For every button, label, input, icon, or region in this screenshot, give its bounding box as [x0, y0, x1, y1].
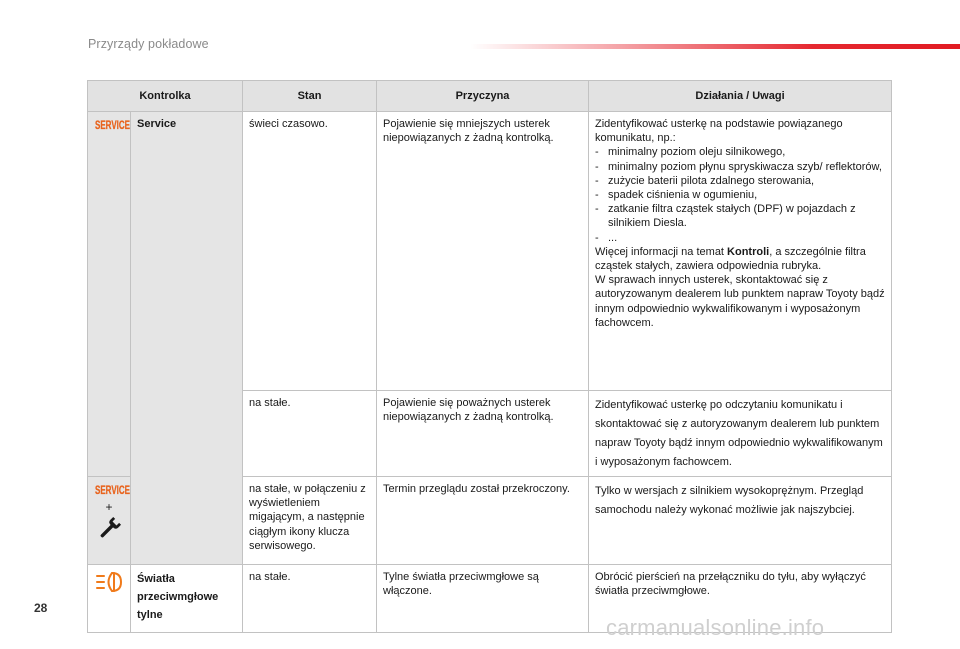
wrench-icon — [96, 516, 122, 542]
fog-action: Obrócić pierścień na przełączniku do tyłu, aby wyłączyć światła przeciwmgłowe. — [589, 565, 892, 633]
fog-state: na stałe. — [243, 565, 377, 633]
service-icon-cell — [88, 112, 131, 477]
service-icon — [94, 482, 131, 497]
fog-icon-cell — [88, 565, 131, 633]
service-icon — [94, 117, 131, 132]
list-item: - minimalny poziom oleju silnikowego, — [595, 145, 885, 159]
plus-sign: + — [105, 500, 113, 514]
header-accent-stripe — [470, 44, 960, 49]
service-action-minor — [589, 112, 892, 391]
service-action-overdue: Tylko w wersjach z silnikiem wysokoprężnym. Przegląd samochodu należy wykonać możliwie jak najszybciej. — [589, 477, 892, 565]
list-item: - spadek ciśnienia w ogumieniu, — [595, 188, 885, 202]
service-state-temporary: świeci czasowo. — [243, 112, 377, 391]
page-number: 28 — [34, 601, 48, 615]
column-header-stan: Stan — [243, 81, 377, 112]
service-cause-overdue: Termin przeglądu został przekroczony. — [377, 477, 589, 565]
more-info-text — [595, 245, 885, 273]
rear-fog-light-icon — [94, 570, 124, 596]
action-intro: Zidentyfikować usterkę na podstawie powiązanego komunikatu, np.: — [595, 118, 843, 145]
service-cause-minor: Pojawienie się mniejszych usterek niepowiązanych z żadną kontrolką. — [377, 112, 589, 391]
more-info-bold: Kontroli — [727, 245, 770, 258]
service-cause-serious: Pojawienie się poważnych usterek niepowiązanych z żadną kontrolką. — [377, 391, 589, 477]
service-action-serious: Zidentyfikować usterkę po odczytaniu komunikatu i skontaktować się z autoryzowanym dealerem lub punktem napraw Toyoty bądź innym odpowiednio wykwalifikowanym i wyposażonym fachowcem. — [589, 391, 892, 477]
watermark: carmanualsonline.info — [606, 615, 825, 640]
page-section-title: Przyrządy pokładowe — [88, 37, 209, 51]
column-header-kontrolka: Kontrolka — [88, 81, 243, 112]
svg-text:SERVICE: SERVICE — [95, 118, 130, 132]
list-item: - zużycie baterii pilota zdalnego sterowania, — [595, 174, 885, 188]
contact-dealer-text: W sprawach innych usterek, skontaktować się z autoryzowanym dealerem lub punktem napraw Toyoty bądź innym odpowiednio wykwalifikowanym i wyposażonym fachowcem. — [595, 274, 885, 329]
list-item: - zatkanie filtra cząstek stałych (DPF) w pojazdach z silnikiem Diesla. — [595, 202, 885, 230]
svg-text:SERVICE: SERVICE — [95, 483, 130, 497]
fog-cause: Tylne światła przeciwmgłowe są włączone. — [377, 565, 589, 633]
table-header-row — [88, 81, 892, 112]
fault-list — [595, 145, 885, 244]
service-wrench-icon-cell — [88, 477, 131, 565]
more-info-post: , a szczególnie filtra cząstek stałych, zawiera odpowiednia rubryka. — [595, 245, 866, 273]
list-item: - minimalny poziom płynu spryskiwacza szyb/ reflektorów, — [595, 160, 885, 174]
fog-lights-name: Światła przeciwmgłowe tylne — [131, 565, 243, 633]
column-header-dzialania: Działania / Uwagi — [589, 81, 892, 112]
list-item: - ... — [595, 231, 885, 245]
service-state-with-wrench: na stałe, w połączeniu z wyświetleniem migającym, a następnie ciągłym ikony klucza serwisowego. — [243, 477, 377, 565]
service-name: Service — [131, 112, 243, 565]
column-header-przyczyna: Przyczyna — [377, 81, 589, 112]
more-info-pre: Więcej informacji na temat — [595, 245, 728, 258]
service-state-permanent: na stałe. — [243, 391, 377, 477]
warning-lights-table — [87, 80, 892, 633]
table-row — [88, 112, 892, 391]
